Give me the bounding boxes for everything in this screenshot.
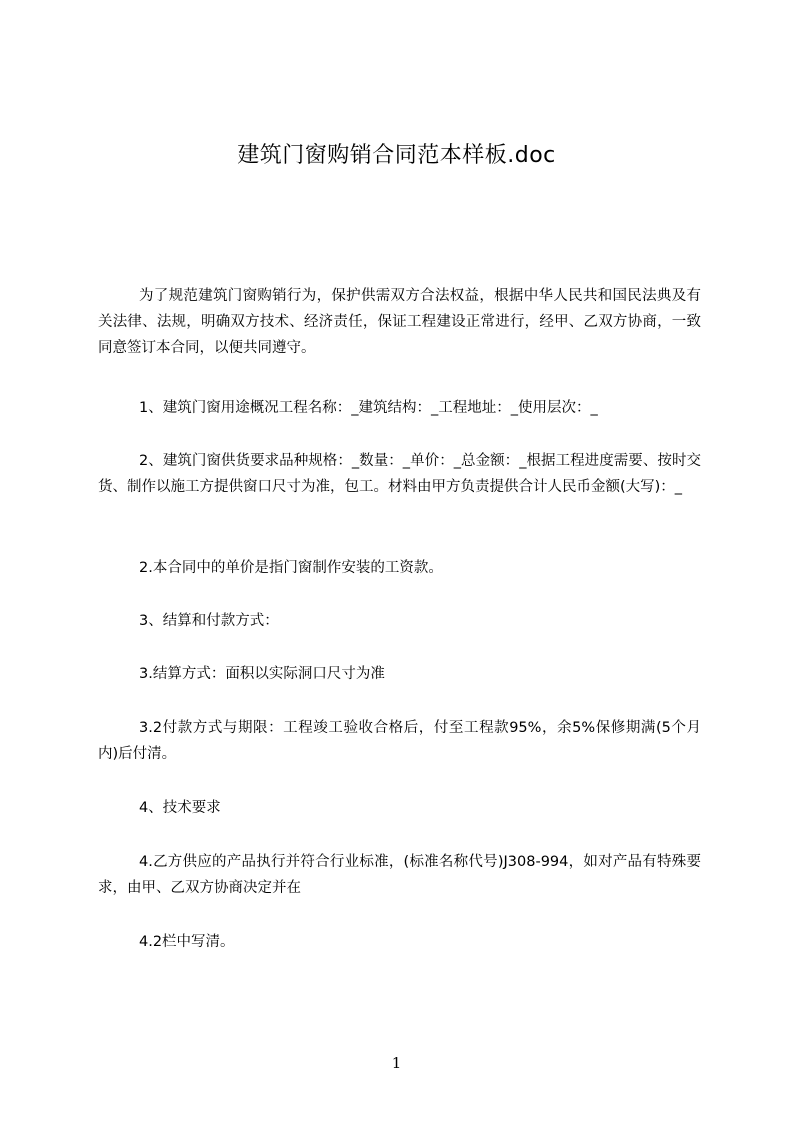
clause-3-heading: 3、结算和付款方式： (139, 613, 279, 629)
clause-3-1-paragraph: 3.结算方式：面积以实际洞口尺寸为准 (139, 666, 385, 682)
clause-2-paragraph: 2、建筑门窗供货要求品种规格：_数量：_单价：_总金额：_根据工程进度需要、按时交货、制作以施工方提供窗口尺寸为准，包工。材料由甲方负责提供合计人民币金额(大写)：_ (98, 453, 701, 495)
clause-4-heading: 4、技术要求 (139, 800, 221, 816)
clause-1-paragraph: 1、建筑门窗用途概况工程名称：_建筑结构：_工程地址：_使用层次：_ (139, 400, 598, 416)
page-number: 1 (391, 1054, 402, 1072)
clause-4-2-paragraph: 4.2栏中写清。 (139, 934, 235, 950)
clause-3-2-paragraph: 3.2付款方式与期限：工程竣工验收合格后，付至工程款95%，余5%保修期满(5个月内)后付清。 (98, 720, 701, 762)
clause-4-1-paragraph: 4.乙方供应的产品执行并符合行业标准，(标准名称代号)J308-994，如对产品有特殊要求，由甲、乙双方协商决定并在 (98, 854, 701, 896)
clause-2-note-paragraph: 2.本合同中的单价是指门窗制作安装的工资款。 (139, 560, 443, 576)
intro-paragraph: 为了规范建筑门窗购销行为，保护供需双方合法权益，根据中华人民共和国民法典及有关法律、法规，明确双方技术、经济责任，保证工程建设正常进行，经甲、乙双方协商，一致同意签订本合同，以便共同遵守。 (98, 288, 701, 356)
document-title: 建筑门窗购销合同范本样板.doc (237, 143, 556, 168)
